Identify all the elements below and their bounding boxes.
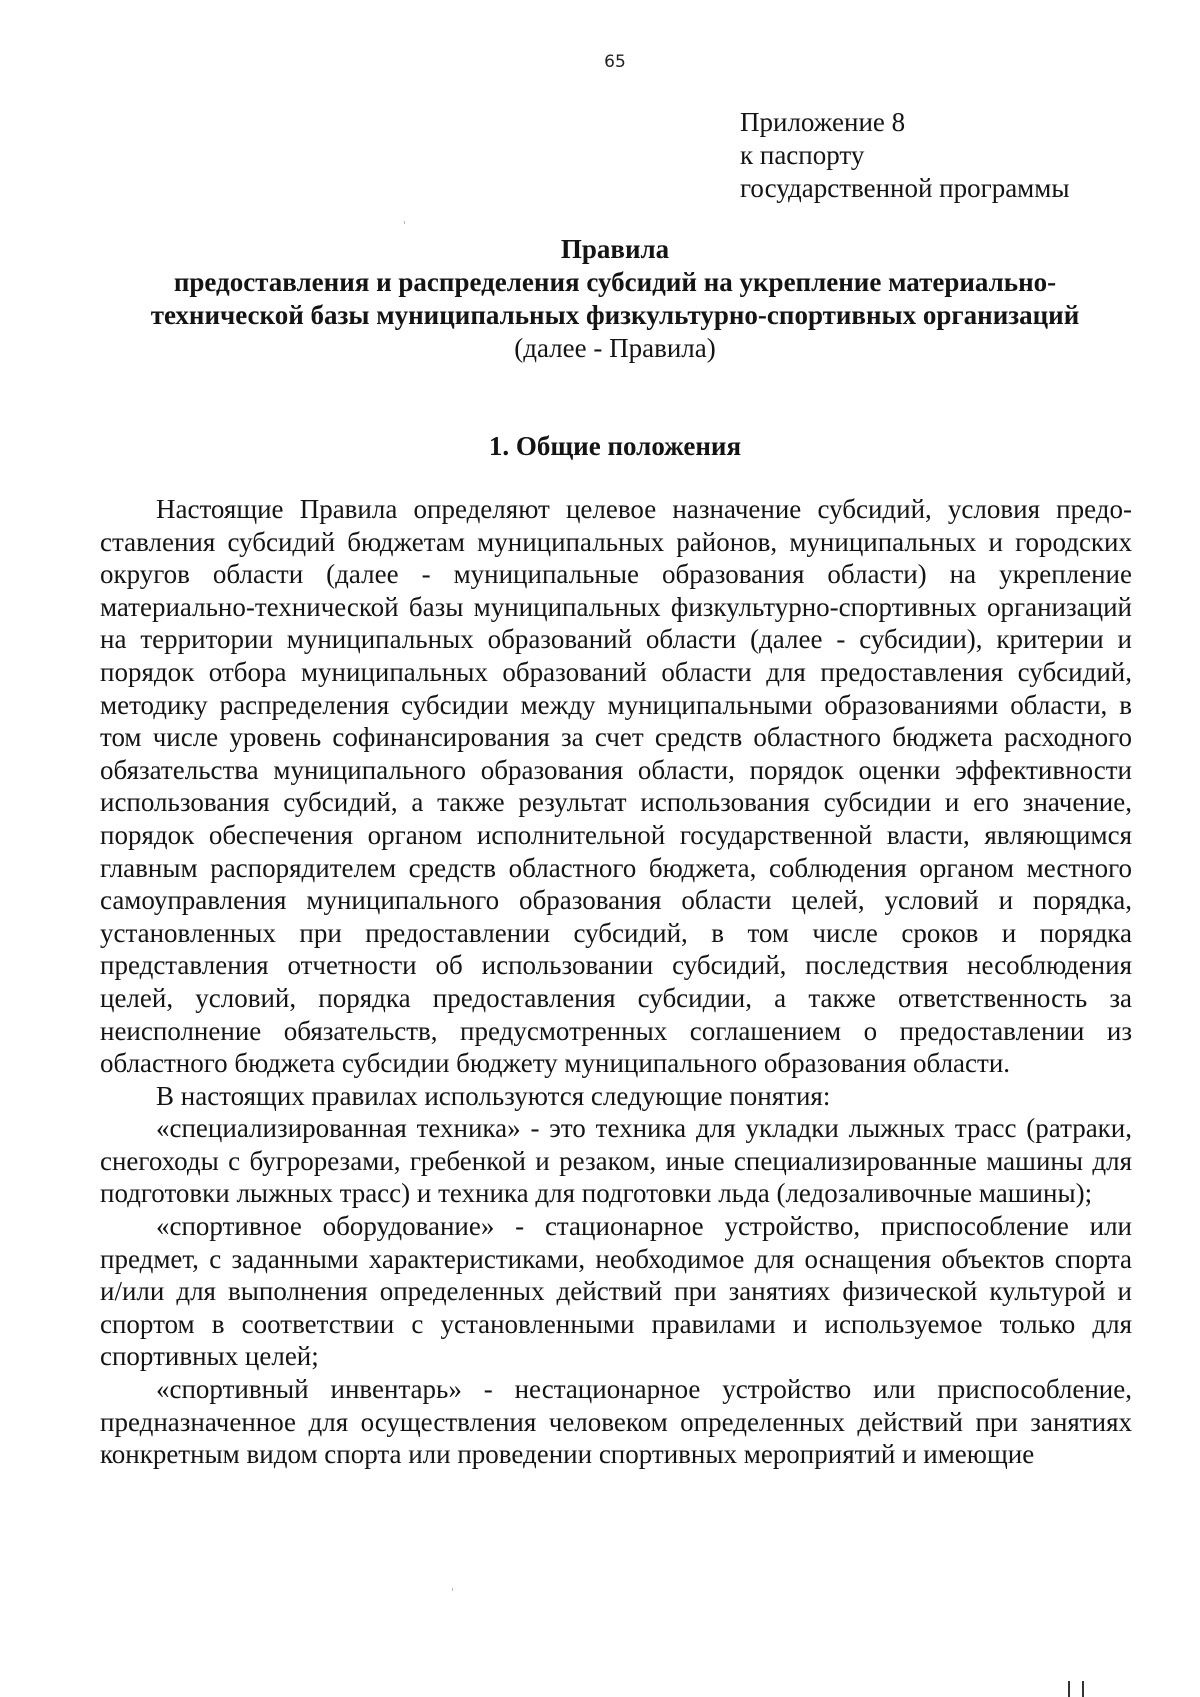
paragraph: В настоящих правилах используются следующие понятия: xyxy=(156,1080,831,1111)
title-line: технической базы муниципальных физкультурно-спортивных организаций xyxy=(150,300,1080,330)
title-line: предоставления и распределения субсидий на укрепление материально- xyxy=(173,267,1057,297)
section-heading: 1. Общие положения xyxy=(488,431,742,461)
paragraph: «спортивное оборудование» - стационарное устройство, приспособление или предмет, с заданными характеристиками, необходимое для оснащения объектов спорта и/или для выполнения определенных действий при занятиях физической культурой и спортом в соответствии с установленными правилами и используемое только для спортивных целей; xyxy=(100,1211,1132,1372)
annex-block xyxy=(740,106,1070,205)
paragraph: Настоящие Правила определяют целевое назначение субсидий, условия предоставления субсидий бюджетам муниципальных районов, муниципальных и городских округов области (далее - муниципальные образования области) на укрепление материально-технической базы муниципальных физкультурно-спортивных организаций на территории муниципальных образований области (далее - субсидии), критерии и порядок отбора муниципальных образований области для предоставления субсидий, методику распределения субсидии между муниципальными образованиями области, в том числе уровень софинансирования за счет средств областного бюджета расходного обязательства муниципального образования области, порядок оценки эффективности использования субсидий, а также результат использования субсидии и его значение, порядок обеспечения органом исполнительной государственной власти, являющимся главным распорядителем средств областного бюджета, соблюдения органом местного самоуправления муниципального образования области целей, условий и порядка, установленных при предоставлении субсидий, в том числе сроков и порядка представления отчетности об использовании субсидий, последствия несоблюдения целей, условий, порядка предоставления субсидии, а также ответственность за неисполнение обязательств, предусмотренных соглашением о предоставлении из областного бюджета субсидии бюджету муниципального образования области. xyxy=(100,494,1132,1079)
title-line: Правила xyxy=(560,234,670,264)
page-number: 65 xyxy=(604,52,626,72)
scan-speck xyxy=(404,221,405,224)
document-title xyxy=(100,233,1130,365)
body-text xyxy=(100,493,1132,1471)
scan-edge-mark xyxy=(1082,1681,1084,1697)
annex-line: Приложение 8 xyxy=(740,107,906,137)
annex-line: к паспорту xyxy=(740,140,865,170)
paragraph: «спортивный инвентарь» - нестационарное устройство или приспособление, предназначенное для осуществления человеком определенных действий при занятиях конкретным видом спорта или проведении спортивных мероприятий и имеющие xyxy=(100,1374,1132,1470)
annex-line: государственной программы xyxy=(740,173,1070,203)
scan-edge-mark xyxy=(1068,1681,1070,1697)
paragraph: «специализированная техника» - это техника для укладки лыжных трасс (ратраки, снегоходы с бугрорезами, гребенкой и резаком, иные специализированные машины для подготовки лыжных трасс) и техника для подготовки льда (ледозаливочные машины); xyxy=(100,1113,1132,1209)
title-subline: (далее - Правила) xyxy=(514,333,716,363)
scan-speck xyxy=(452,1588,453,1591)
